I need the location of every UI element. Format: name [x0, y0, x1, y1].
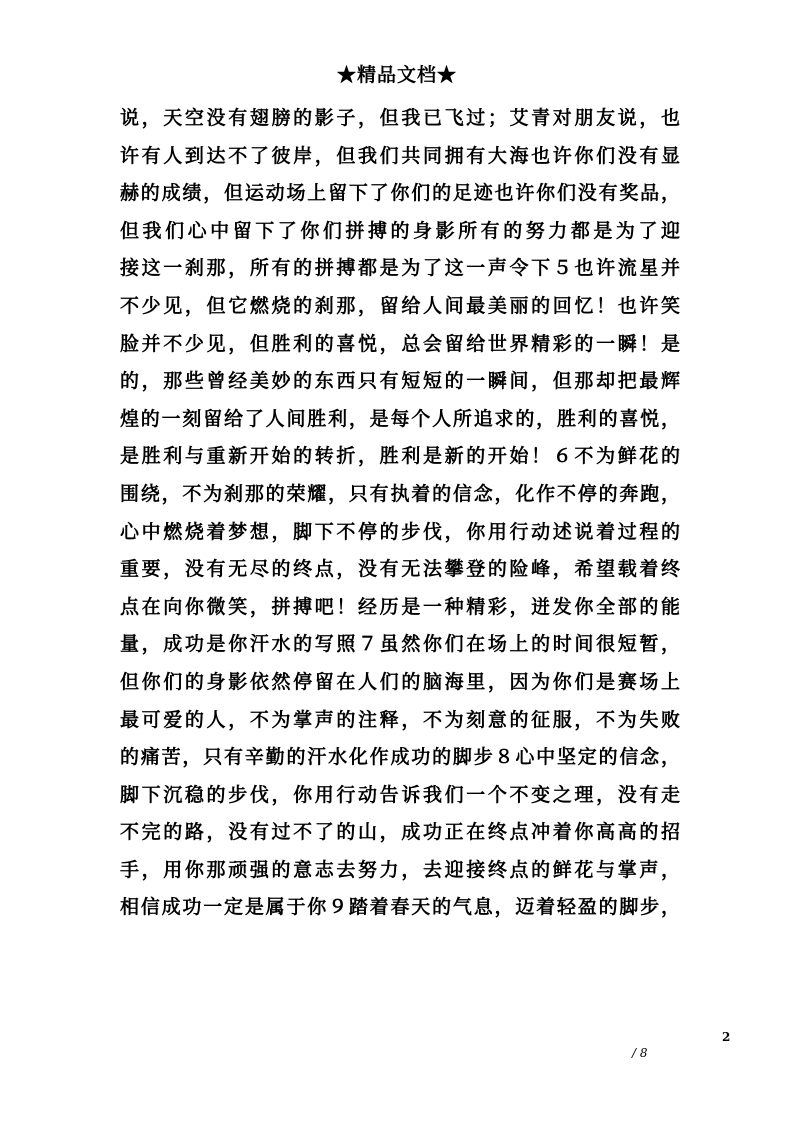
text-line: 接这一刹那，所有的拼搏都是为了这一声令下５也许流星并: [120, 257, 680, 280]
text-line: 最可爱的人，不为掌声的注释，不为刻意的征服，不为失败: [120, 708, 680, 731]
text-line: 心中燃烧着梦想，脚下不停的步伐，你用行动述说着过程的: [120, 520, 680, 543]
text-line: 量，成功是你汗水的写照７虽然你们在场上的时间很短暂，: [120, 633, 680, 656]
text-line: 许有人到达不了彼岸，但我们共同拥有大海也许你们没有显: [120, 144, 680, 167]
text-line: 但我们心中留下了你们拼搏的身影所有的努力都是为了迎: [120, 219, 680, 242]
page-number: 2: [722, 1030, 731, 1044]
text-line: 是胜利与重新开始的转折，胜利是新的开始！６不为鲜花的: [120, 445, 680, 468]
text-line: 的，那些曾经美妙的东西只有短短的一瞬间，但那却把最辉: [120, 370, 680, 393]
text-line: 重要，没有无尽的终点，没有无法攀登的险峰，希望载着终: [120, 558, 680, 581]
text-line: 相信成功一定是属于你９踏着春天的气息，迈着轻盈的脚步，: [120, 896, 680, 919]
text-line: 不少见，但它燃烧的刹那，留给人间最美丽的回忆！也许笑: [120, 294, 680, 317]
text-line: 脸并不少见，但胜利的喜悦，总会留给世界精彩的一瞬！是: [120, 332, 680, 355]
text-line: 赫的成绩，但运动场上留下了你们的足迹也许你们没有奖品，: [120, 182, 680, 205]
text-line: 说，天空没有翅膀的影子，但我已飞过；艾青对朋友说，也: [120, 107, 680, 129]
text-line: 但你们的身影依然停留在人们的脑海里，因为你们是赛场上: [120, 670, 680, 693]
document-header-title: ★精品文档★: [336, 64, 457, 86]
text-line: 不完的路，没有过不了的山，成功正在终点冲着你高高的招: [120, 821, 680, 844]
text-line: 的痛苦，只有辛勤的汗水化作成功的脚步８心中坚定的信念，: [120, 746, 680, 769]
page-total: / 8: [632, 1046, 648, 1060]
text-line: 点在向你微笑，拼搏吧！经历是一种精彩，迸发你全部的能: [120, 595, 680, 618]
text-line: 手，用你那顽强的意志去努力，去迎接终点的鲜花与掌声，: [120, 858, 680, 881]
text-line: 围绕，不为刹那的荣耀，只有执着的信念，化作不停的奔跑，: [120, 482, 680, 505]
text-line: 煌的一刻留给了人间胜利，是每个人所追求的，胜利的喜悦，: [120, 407, 680, 430]
body-text: [120, 100, 680, 927]
text-line: 脚下沉稳的步伐，你用行动告诉我们一个不变之理，没有走: [120, 783, 680, 806]
